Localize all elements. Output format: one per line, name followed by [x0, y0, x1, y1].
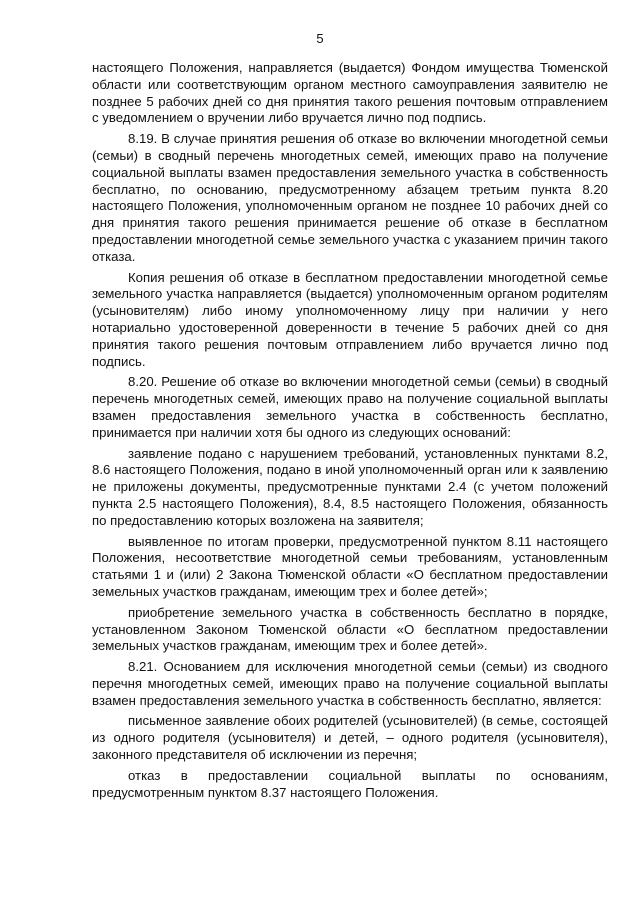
page-number: 5	[316, 31, 324, 46]
paragraph-clause-8-19: 8.19. В случае принятия решения об отказе во включении многодетной семьи (семьи) в сводный перечень многодетных семей, имеющих право на получение социальной выплаты взамен предоставления земельного участка в собственность бесплатно, по основанию, предусмотренному абзацем третьим пункта 8.20 настоящего Положения, уполномоченным органом не позднее 10 рабочих дней со дня принятия такого решения принимается решение об отказе в бесплатном предоставлении многодетной семье земельного участка с указанием причин такого отказа.	[92, 131, 608, 264]
paragraph-clause-8-21: 8.21. Основанием для исключения многодетной семьи (семьи) из сводного перечня многодетных семей, имеющих право на получение социальной выплаты взамен предоставления земельного участка в собственность бесплатно, является:	[92, 659, 608, 708]
paragraph-ground-application-violation: заявление подано с нарушением требований, установленных пунктами 8.2, 8.6 настоящего Положения, подано в иной уполномоченный орган или к заявлению не приложены документы, предусмотренные пунктами 2.4 (с учетом положений пункта 2.5 настоящего Положения), 8.4, 8.5 настоящего Положения, обязанность по предоставлению которых возложена на заявителя;	[92, 445, 608, 528]
paragraph-ground-nonconformity: выявленное по итогам проверки, предусмотренной пунктом 8.11 настоящего Положения, несоответствие многодетной семьи требованиям, установленным статьями 1 и (или) 2 Закона Тюменской области «О бесплатном предоставлении земельных участков гражданам, имеющим трех и более детей»;	[92, 533, 608, 599]
paragraph-copy-of-decision: Копия решения об отказе в бесплатном предоставлении многодетной семье земельного участка направляется (выдается) уполномоченным органом родителям (усыновителям) либо иному уполномоченному лицу при наличии у него нотариально удостоверенной доверенности в течение 5 рабочих дней со дня принятия такого решения почтовым отправлением либо вручается лично под подпись.	[92, 269, 608, 369]
paragraph-ground-refusal: отказ в предоставлении социальной выплаты по основаниям, предусмотренным пунктом 8.37 настоящего Положения.	[92, 767, 608, 800]
paragraph-continuation: настоящего Положения, направляется (выдается) Фондом имущества Тюменской области или соответствующим органом местного самоуправления заявителю не позднее 5 рабочих дней со дня принятия такого решения почтовым отправлением с уведомлением о вручении либо вручается лично под подпись.	[92, 60, 608, 126]
paragraph-ground-written-application: письменное заявление обоих родителей (усыновителей) (в семье, состоящей из одного родителя (усыновителя) и детей, – одного родителя (усыновителя), законного представителя об исключении из перечня;	[92, 713, 608, 763]
document-body	[92, 60, 608, 805]
paragraph-ground-prior-acquisition: приобретение земельного участка в собственность бесплатно в порядке, установленном Законом Тюменской области «О бесплатном предоставлении земельных участков гражданам, имеющим трех и более детей».	[92, 604, 608, 654]
paragraph-clause-8-20: 8.20. Решение об отказе во включении многодетной семьи (семьи) в сводный перечень многодетных семей, имеющих право на получение социальной выплаты взамен предоставления земельного участка в собственность бесплатно, принимается при наличии хотя бы одного из следующих оснований:	[92, 374, 608, 440]
